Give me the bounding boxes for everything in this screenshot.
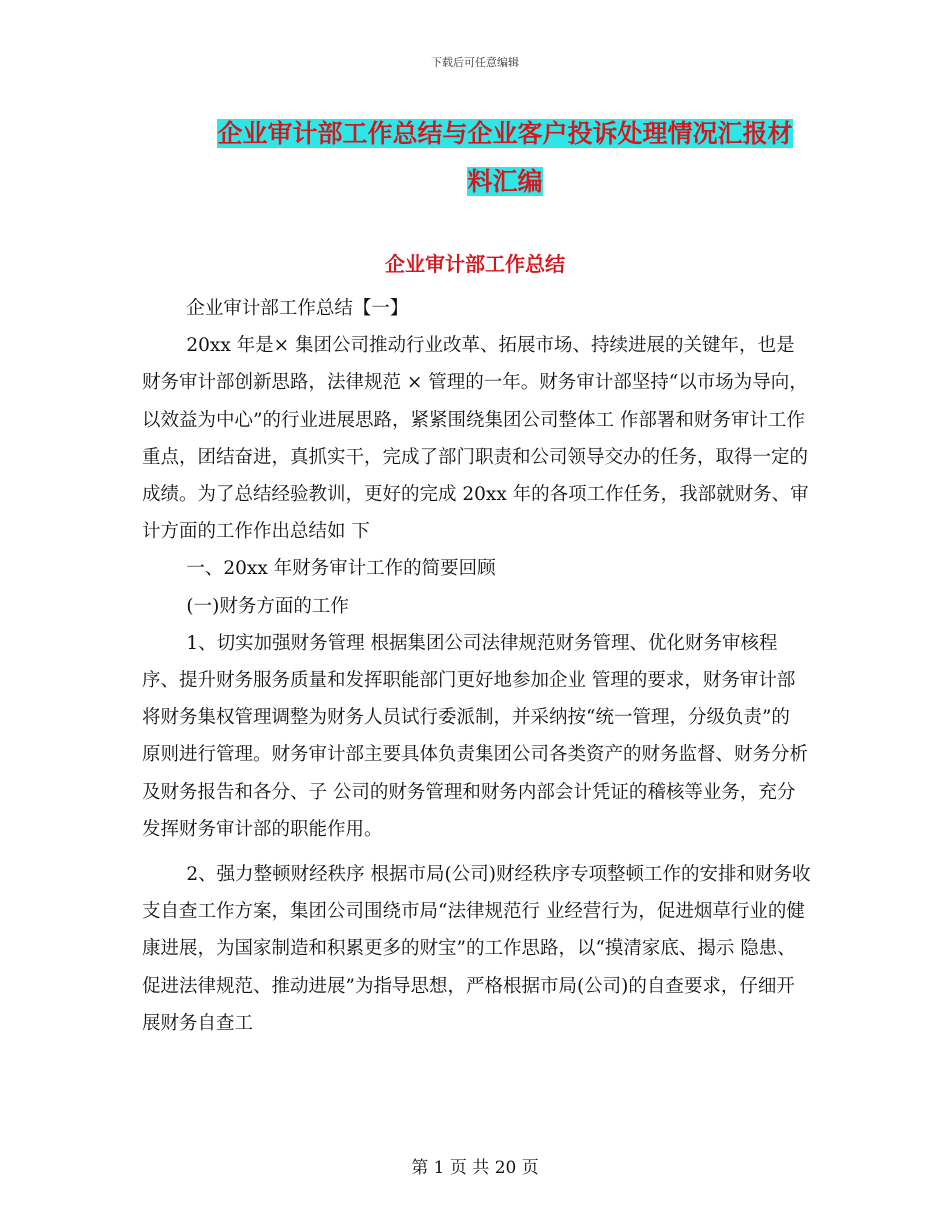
- section-title: 企业审计部工作总结: [385, 252, 565, 276]
- body-text: [142, 290, 812, 1042]
- header-note: 下载后可任意编辑: [431, 56, 519, 69]
- title-line-2: 料汇编: [467, 167, 543, 196]
- title-line-1: 企业审计部工作总结与企业客户投诉处理情况汇报材: [217, 119, 793, 148]
- paragraph-item-2: 2、强力整顿财经秩序 根据市局(公司)财经秩序专项整顿工作的安排和财务收支自查工作方案，集团公司围绕市局“法律规范行 业经营行为，促进烟草行业的健康进展，为国家制造和积累更多的财宝”的工作思路，以“摸清家底、揭示 隐患、促进法律规范、推动进展”为指导思想，严格根据市局(公司)的自查要求，仔细开展财务自查工: [142, 864, 811, 1034]
- paragraph-subtitle: 企业审计部工作总结【一】: [186, 298, 409, 319]
- page-footer: 第 1 页 共 20 页: [411, 1158, 539, 1178]
- paragraph-item-1: 1、切实加强财务管理 根据集团公司法律规范财务管理、优化财务审核程序、提升财务服务质量和发挥职能部门更好地参加企业 管理的要求，财务审计部将财务集权管理调整为财务人员试行委派制，并采纳按“统一管理，分级负责”的 原则进行管理。财务审计部主要具体负责集团公司各类资产的财务监督、财务分析及财务报告和各分、子 公司的财务管理和财务内部会计凭证的稽核等业务，充分发挥财务审计部的职能作用。: [142, 632, 809, 840]
- paragraph-intro: 20xx 年是× 集团公司推动行业改革、拓展市场、持续进展的关键年，也是财务审计部创新思路，法律规范 × 管理的一年。财务审计部坚持“以市场为导向，以效益为中心”的行业进展思路，紧紧围绕集团公司整体工 作部署和财务审计工作重点，团结奋进，真抓实干，完成了部门职责和公司领导交办的任务，取得一定的 成绩。为了总结经验教训，更好的完成 20xx 年的各项工作任务，我部就财务、审计方面的工作作出总结如 下: [142, 335, 809, 543]
- paragraph-heading-1: 一、20xx 年财务审计工作的简要回顾: [186, 558, 496, 580]
- paragraph-heading-finance: (一)财务方面的工作: [186, 595, 349, 617]
- document-title: [195, 110, 815, 206]
